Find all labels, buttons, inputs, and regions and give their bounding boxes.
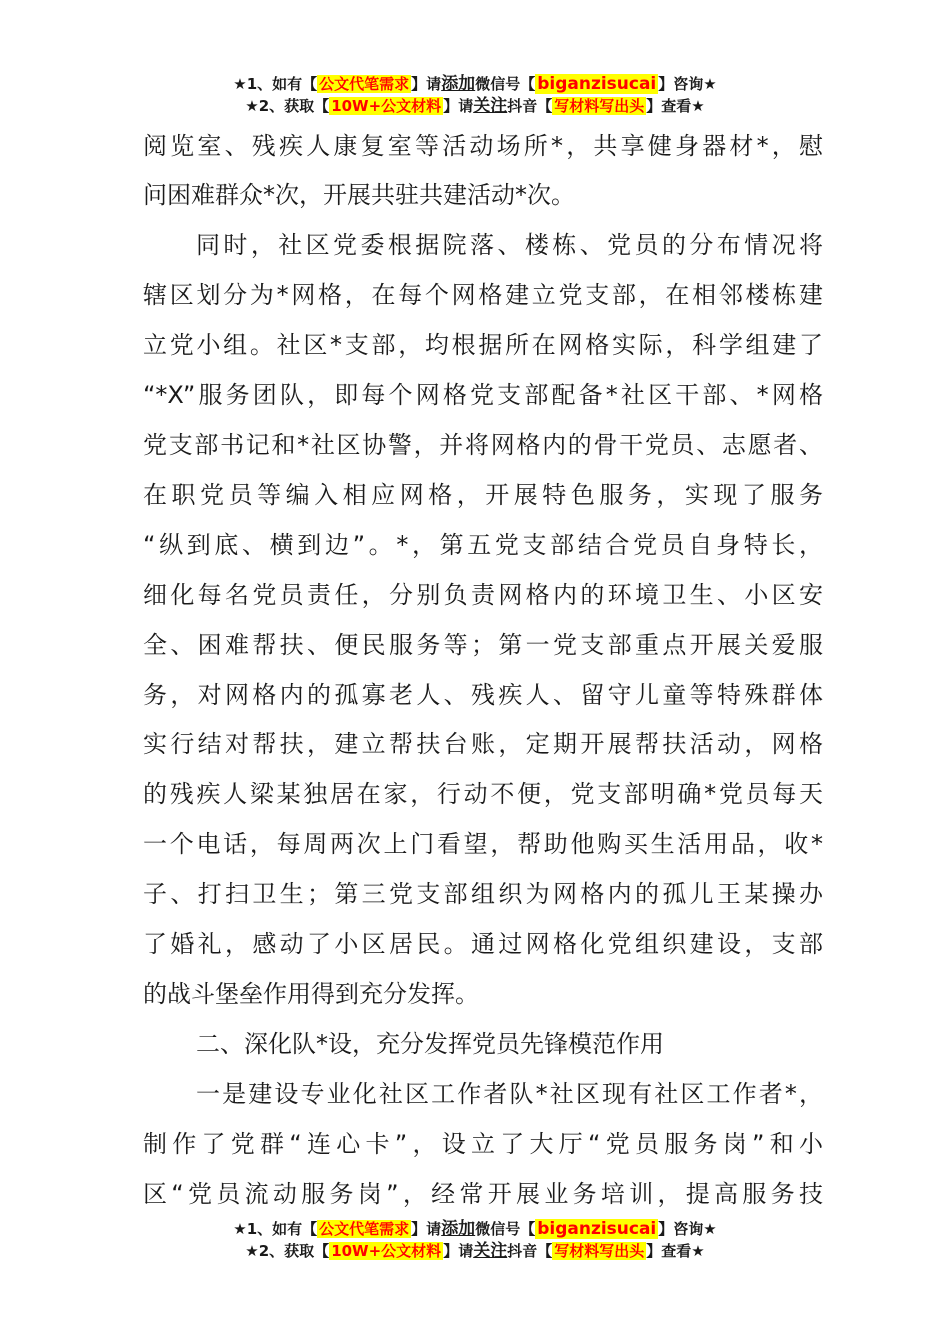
section-heading: 二、深化队*设，充分发挥党员先锋模范作用 — [196, 1030, 664, 1058]
highlight-text: 写材料写出头 — [554, 1242, 645, 1260]
text-line: 在职党员等编入相应网格，开展特色服务，实现了服务 — [143, 481, 823, 509]
text-line: 区“党员流动服务岗”，经常开展业务培训，提高服务技 — [143, 1180, 823, 1208]
highlight-text: 10W+公文材料 — [331, 1242, 442, 1260]
text-line: 同时，社区党委根据院落、楼栋、党员的分布情况将 — [196, 231, 823, 259]
text-line: 阅览室、残疾人康复室等活动场所*，共享健身器材*，慰 — [143, 132, 823, 160]
banner-text: ★2、获取【 — [245, 1242, 330, 1260]
banner-text: 】请 — [443, 97, 474, 115]
banner-line-2 — [0, 1240, 950, 1262]
text-line: 的战斗堡垒作用得到充分发挥。 — [143, 980, 479, 1008]
text-line: 实行结对帮扶，建立帮扶台账，定期开展帮扶活动，网格 — [143, 730, 823, 758]
banner-text: 】查看★ — [646, 1242, 705, 1260]
text-line: 制作了党群“连心卡”，设立了大厅“党员服务岗”和小 — [143, 1130, 823, 1158]
text-line: 了婚礼，感动了小区居民。通过网格化党组织建设，支部 — [143, 930, 823, 958]
highlight-text: 写材料写出头 — [554, 97, 645, 115]
emphasis-text: 添加 — [441, 1219, 476, 1239]
banner-text: 】咨询★ — [658, 75, 717, 93]
header-banner — [0, 73, 950, 117]
highlight-text: 10W+公文材料 — [331, 97, 442, 115]
text-line: 细化每名党员责任，分别负责网格内的环境卫生、小区安 — [143, 581, 823, 609]
text-line: 的残疾人梁某独居在家，行动不便，党支部明确*党员每天 — [143, 780, 823, 808]
banner-text: ★2、获取【 — [245, 97, 330, 115]
text-line: 务，对网格内的孤寡老人、残疾人、留守儿童等特殊群体 — [143, 681, 823, 709]
emphasis-text: 关注 — [473, 96, 508, 116]
text-line: 辖区划分为*网格，在每个网格建立党支部，在相邻楼栋建 — [143, 281, 823, 309]
text-line: 全、困难帮扶、便民服务等；第一党支部重点开展关爱服 — [143, 631, 823, 659]
banner-text: ★1、如有【 — [233, 75, 318, 93]
highlight-text: biganzisucai — [537, 1219, 657, 1239]
text-line: 立党小组。社区*支部，均根据所在网格实际，科学组建了 — [143, 331, 823, 359]
banner-text: 抖音【 — [507, 1242, 553, 1260]
banner-line-1 — [0, 1218, 950, 1240]
highlight-text: biganzisucai — [537, 74, 657, 94]
banner-text: ★1、如有【 — [233, 1220, 318, 1238]
banner-text: 】请 — [411, 75, 442, 93]
banner-text: 微信号【 — [475, 1220, 536, 1238]
text-line: “纵到底、横到边”。*，第五党支部结合党员自身特长， — [143, 531, 823, 559]
highlight-text: 公文代笔需求 — [319, 75, 410, 93]
text-line: 党支部书记和*社区协警，并将网格内的骨干党员、志愿者、 — [143, 431, 823, 459]
emphasis-text: 添加 — [441, 74, 476, 94]
banner-text: 】请 — [443, 1242, 474, 1260]
footer-banner — [0, 1218, 950, 1262]
text-line: “*X”服务团队，即每个网格党支部配备*社区干部、*网格 — [143, 381, 823, 409]
text-line: 问困难群众*次，开展共驻共建活动*次。 — [143, 181, 575, 209]
banner-line-2 — [0, 95, 950, 117]
banner-text: 】查看★ — [646, 97, 705, 115]
highlight-text: 公文代笔需求 — [319, 1220, 410, 1238]
text-line: 一是建设专业化社区工作者队*社区现有社区工作者*， — [196, 1080, 823, 1108]
emphasis-text: 关注 — [473, 1241, 508, 1261]
text-line: 子、打扫卫生；第三党支部组织为网格内的孤儿王某操办 — [143, 880, 823, 908]
banner-text: 】咨询★ — [658, 1220, 717, 1238]
banner-text: 抖音【 — [507, 97, 553, 115]
banner-line-1 — [0, 73, 950, 95]
banner-text: 微信号【 — [475, 75, 536, 93]
banner-text: 】请 — [411, 1220, 442, 1238]
text-line: 一个电话，每周两次上门看望，帮助他购买生活用品，收* — [143, 830, 823, 858]
